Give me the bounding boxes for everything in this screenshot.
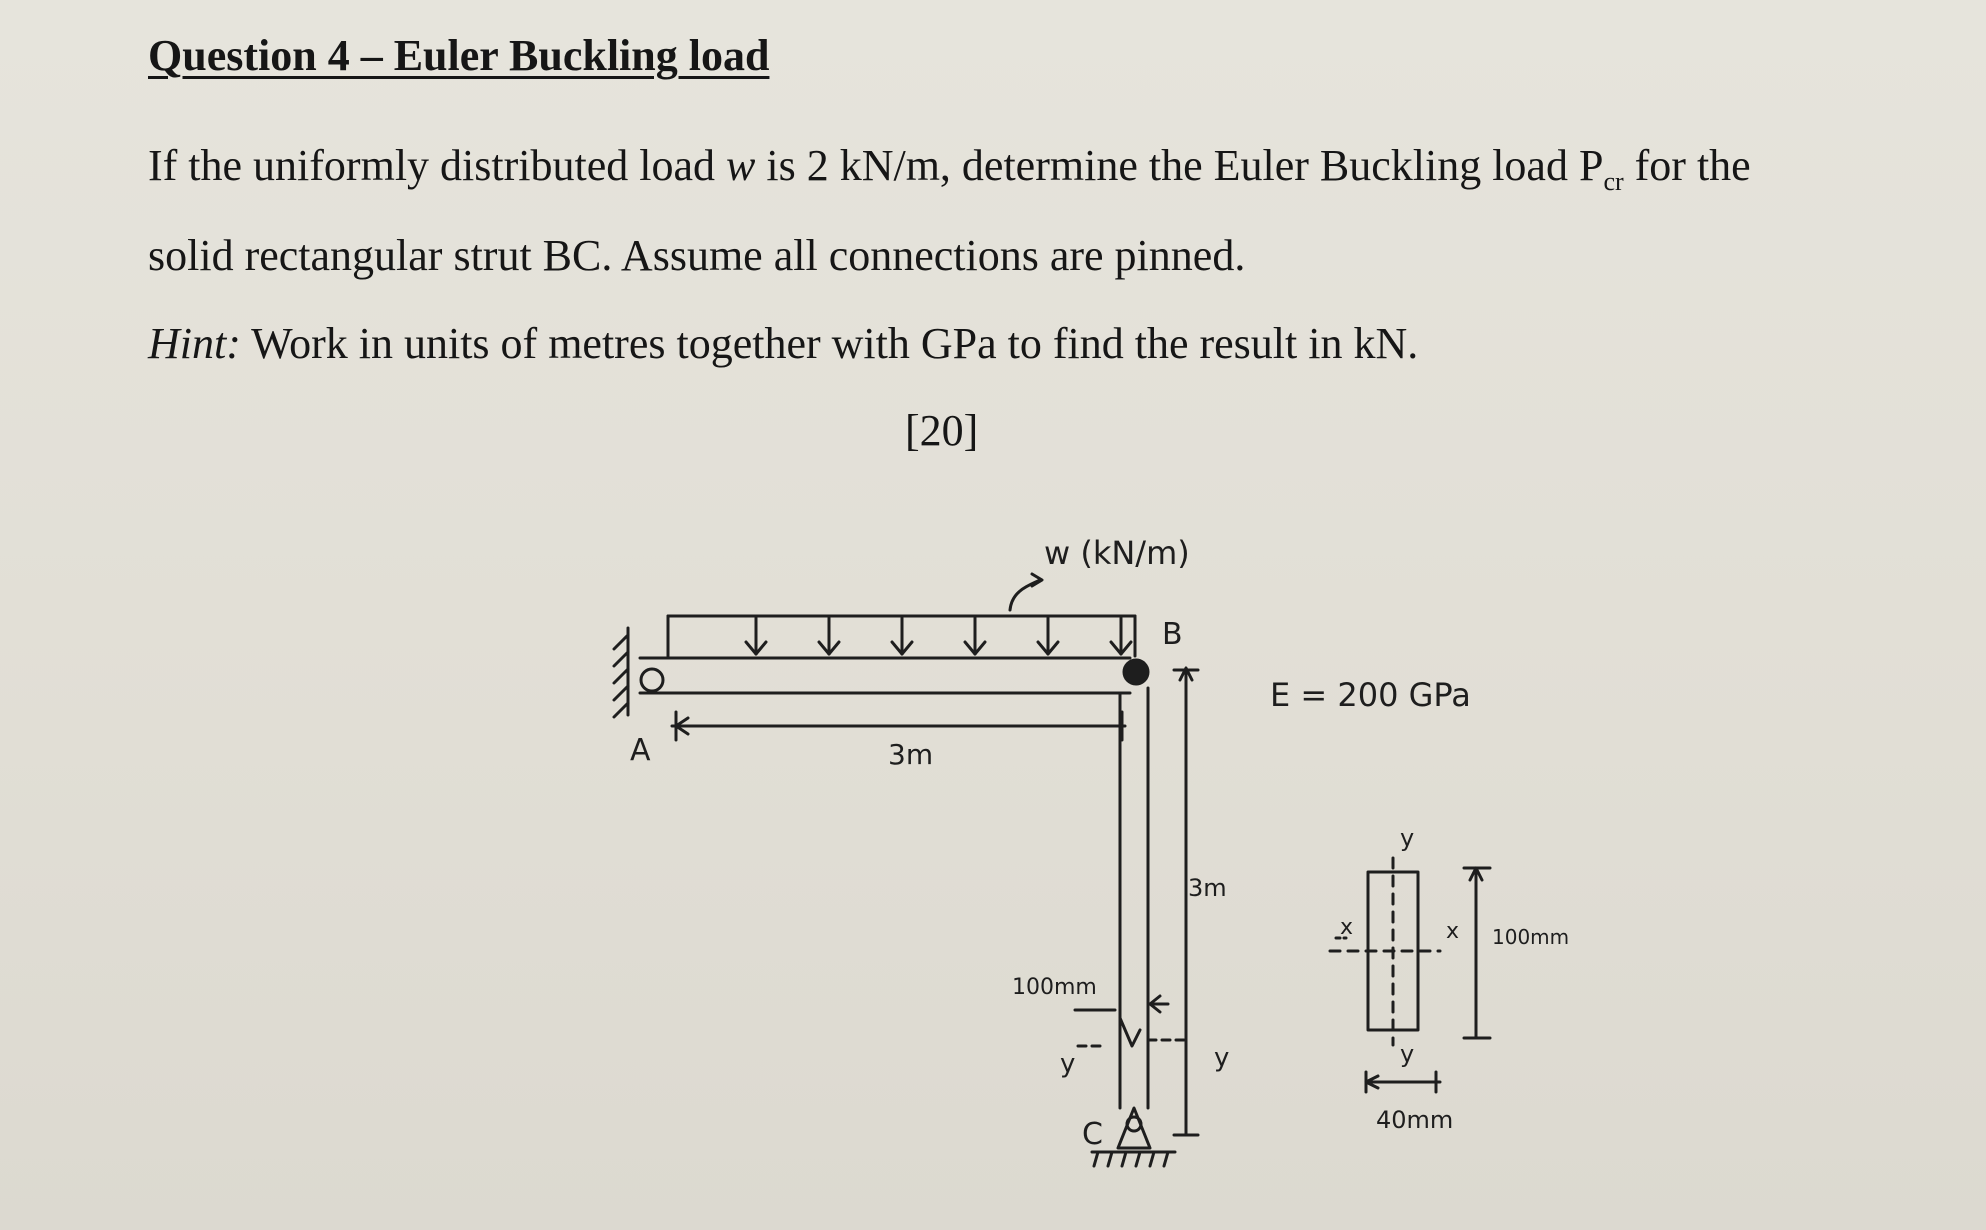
strut-section-marks [1075, 996, 1186, 1046]
beam-length-label: 3m [888, 738, 934, 771]
marks-label: [20] [905, 406, 979, 455]
line1-part-c: for the [1623, 141, 1751, 190]
modulus-label: E = 200 GPa [1270, 676, 1471, 714]
section-height-label: 100mm [1492, 925, 1570, 949]
load-variable: w [726, 141, 756, 190]
critical-subscript: cr [1603, 166, 1624, 196]
axis-x-left-label: x [1340, 915, 1354, 940]
distributed-load [668, 574, 1135, 656]
question-line-2: solid rectangular strut BC. Assume all connections are pinned. [148, 231, 1246, 280]
question-title: Question 4 – Euler Buckling load [148, 31, 770, 80]
load-arrows [746, 618, 1131, 654]
side-dimension-label: 100mm [1012, 975, 1097, 1000]
axis-y-top-label: y [1400, 824, 1415, 852]
hint-text: Work in units of metres together with GPa to find the result in kN. [240, 319, 1419, 368]
load-label: w (kN/m) [1044, 534, 1190, 572]
wall-support-a [614, 628, 663, 717]
beam-ab [640, 658, 1148, 693]
axis-y-bottom-label: y [1400, 1040, 1415, 1068]
point-c-label: C [1082, 1117, 1103, 1152]
line1-part-a: If the uniformly distributed load [148, 141, 726, 190]
hint-label: Hint: [148, 319, 241, 368]
strut-axis-y-left-label: y [1060, 1049, 1076, 1079]
strut-length-label: 3m [1188, 874, 1227, 902]
pin-support-c [1092, 1108, 1175, 1166]
line1-part-b: is 2 kN/m, determine the Euler Buckling load P [755, 141, 1604, 190]
point-a-label: A [630, 733, 651, 768]
section-width-label: 40mm [1376, 1106, 1454, 1134]
point-b-label: B [1162, 617, 1183, 652]
axis-x-right-label: x [1446, 919, 1460, 944]
strut-axis-y-right-label: y [1214, 1043, 1230, 1073]
beam-dimension-line [672, 712, 1125, 740]
